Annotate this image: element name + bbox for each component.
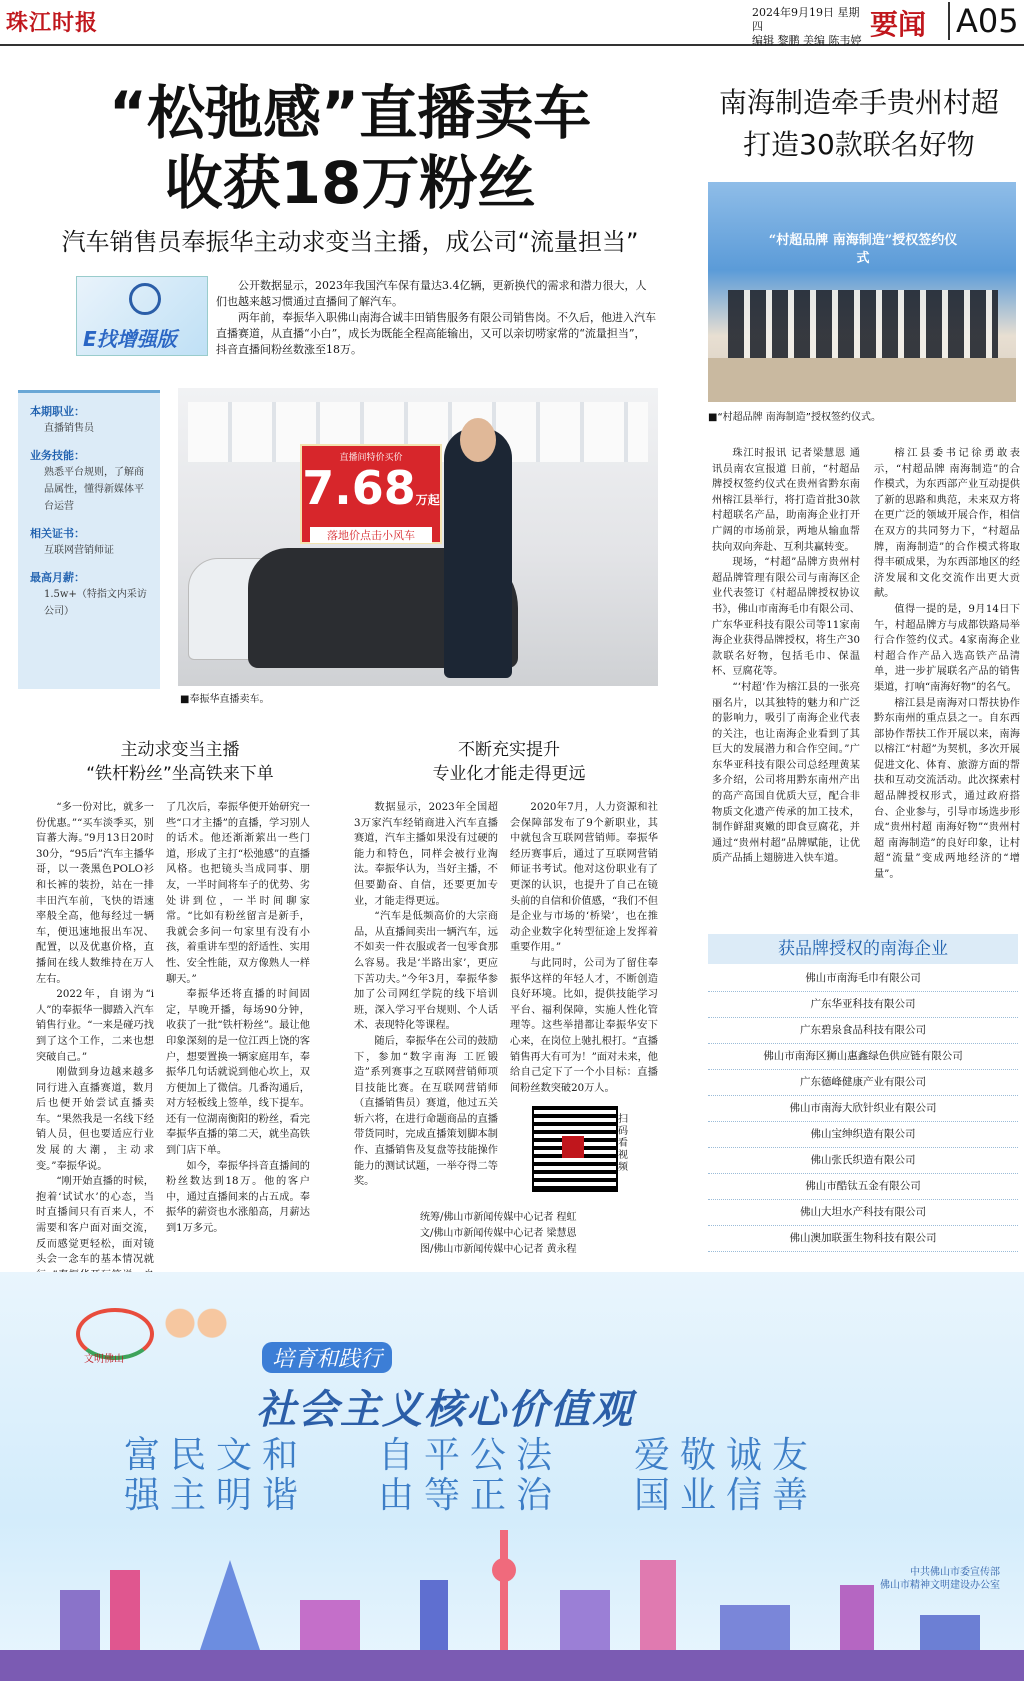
section-heading-2: [364, 738, 654, 786]
price-slogan: 落地价点击小风车: [310, 527, 432, 543]
firm-item: 广东碧泉食品科技有限公司: [708, 1018, 1018, 1044]
paragraph: 随后，奉振华在公司的鼓励下，参加“数字南海 工匠锻造”系列赛事之互联网营销师项目技能比赛。在互联网营销师（直播销售员）赛道，他过五关斩六将，在进行命题商品的直播带货同时，完成直播策划脚本制作、直播销售及复盘等技能操作能力的测试试题，一举夺得二等奖。: [354, 1035, 498, 1188]
page-number: A05: [948, 2, 1019, 40]
skyline-building: [640, 1560, 676, 1650]
body-column-2: [166, 800, 310, 1240]
profile-key: 本期职业：: [30, 405, 85, 418]
section-heading-line: 不断充实提升: [458, 740, 560, 760]
paragraph: 数据显示，2023年全国超3万家汽车经销商进入汽车直播赛道，汽车主播如果没有过硬的能力和特色，同样会被行业淘汰。奉振华认为，当好主播，不但要勤奋、自信，还要更加专业，才能走得更远。: [354, 802, 498, 907]
headline-line-2: 收获18万粉丝: [164, 149, 536, 217]
values-row: 国业信善: [634, 1475, 819, 1516]
right-column-2: [874, 446, 1020, 926]
profile-item: [30, 403, 150, 437]
values-row: 由等正治: [378, 1475, 563, 1516]
civilization-logo-text: 文明佛山: [84, 1354, 124, 1365]
ceremony-people: [728, 290, 998, 360]
firm-item: 佛山宝绅织造有限公司: [708, 1122, 1018, 1148]
paragraph: 榕江县委书记徐勇敢表示，“村超品牌 南海制造”的合作模式，为东西部产业互动提供了新的思路和典范，未来双方将在更广泛的领域开展合作，相信在双方的共同努力下，“村超品牌，南海制造”的合作模式将取得丰硕成果，为东西部地区的经济发展和文化交流作出更大贡献。: [874, 448, 1020, 600]
firms-list: [708, 966, 1018, 1252]
intro-paragraph: 两年前，奉振华入职佛山南海合诚丰田销售服务有限公司销售岗。不久后，他进入汽车直播赛道，从直播“小白”，成长为既能全程高能输出，又可以亲切唠家常的“流量担当”，抖音直播间粉丝数涨至18万。: [216, 311, 656, 356]
organizer-line: 佛山市精神文明建设办公室: [880, 1580, 1000, 1591]
ad-organizer: [780, 1566, 1000, 1592]
profile-item: [30, 525, 150, 559]
skyline-building: [840, 1585, 874, 1650]
firm-item: 佛山市酷钛五金有限公司: [708, 1174, 1018, 1200]
profile-key: 相关证书：: [30, 527, 85, 540]
kids-mascot-icon: [156, 1300, 236, 1358]
skyline-building: [60, 1590, 100, 1650]
paragraph: “刚开始直播的时候，抱着‘试试水’的心态，当时直播间只有百来人，不需要和客户面对面交流，反而感觉更轻松，面对镜头会一念车的基本情况就: [36, 1176, 154, 1266]
firm-item: 佛山市南海毛巾有限公司: [708, 966, 1018, 992]
profile-item: [30, 569, 150, 620]
values-row: 爱敬诚友: [634, 1435, 819, 1476]
profile-value: 熟悉平台规则，了解商品属性，懂得新媒体平台运营: [44, 467, 144, 512]
section-heading-line: 专业化才能走得更远: [432, 764, 586, 784]
skyline-building: [200, 1560, 260, 1650]
price-unit: 万起: [415, 493, 440, 507]
seal-icon: [129, 283, 161, 315]
price-board-label: 直播间特价买价: [339, 453, 403, 463]
body-column-1: [36, 800, 154, 1266]
body-column-4: [510, 800, 658, 1112]
paragraph: “多一份对比，就多一份优惠。”“买车淡季买，别盲蕃大海。”9月13日20时30分，“95后”汽车主播华哥，以一袭黑色POLO衫和长裤的装扮，站在一排丰田汽车前，飞快的语速率般全高，他每经过一辆车，便迅速地报出车况、配置，以及优惠价格，直播间在线人数维持在万人左右。: [36, 802, 154, 985]
credit-line: 统筹/佛山市新闻传媒中心记者 程虹: [420, 1212, 577, 1223]
section-heading-1: [40, 738, 320, 786]
right-headline: [700, 82, 1018, 166]
host-head: [460, 418, 496, 462]
headline-line-1: “松弛感”直播卖车: [108, 79, 592, 147]
paragraph: 刚做到身边越来越多同行进入直播赛道，数月后也便开始尝试直播卖车。“果然我是一名线下经销人员，但也要适应行业发展的大潮，主动求变。”奉振华说。: [36, 1067, 154, 1172]
organizer-line: 中共佛山市委宣传部: [910, 1567, 1000, 1578]
firm-item: 佛山市南海区狮山惠鑫绿色供应链有限公司: [708, 1044, 1018, 1070]
city-skyline: [0, 1530, 1024, 1681]
paragraph: “汽车是低频高价的大宗商品，从直播间卖出一辆汽车，远不如卖一件衣服或者一包零食那么容易。我是‘半路出家’，更应下苦功夫。”今年3月，奉振华参加了公司网红学院的线下培训班，深入学习平台规则、个人话术、表现特化等课程。: [354, 911, 498, 1032]
firms-box-title: 获品牌授权的南海企业: [708, 934, 1018, 964]
body-column-3: [354, 800, 498, 1188]
profile-value: 1.5w+（特指文内采访公司）: [44, 589, 147, 617]
section-name: 要闻: [870, 8, 927, 41]
skyline-tower-ball: [492, 1558, 516, 1582]
paragraph: 值得一提的是，9月14日下午，村超品牌方与成都铁路局举行合作签约仪式。4家南海企业村超合作产品入选高铁产品清单，进一步扩展联名产品的销售渠道，打响“南海好物”的名气。: [874, 603, 1020, 693]
ceremony-banner: “村超品牌 南海制造”授权签约仪式: [768, 233, 958, 266]
paragraph: “‘村超’作为榕江县的一张亮丽名片，以其独特的魅力和广泛的影响力，吸引了南海企业代表的关注，也让南海企业看到了其巨大的发展潜力和合作空间。”广东华亚科技有限公司总经理黄某多介绍，公司将用黔东南州产出的高产高国自优质大豆，配合非物质文化遗产传承的加工技术，制作鲜甜爽嫩的即食豆腐花，并通过“贵州村超”品牌赋能，让优质产品插上翅膀进入快车道。: [712, 681, 860, 865]
firm-item: 广东华亚科技有限公司: [708, 992, 1018, 1018]
skyline-building: [720, 1605, 790, 1650]
editor-credits: 编辑 黎鹏 美编 陈韦婷: [752, 34, 862, 47]
profile-item: [30, 447, 150, 515]
paragraph: 珠江时报讯 记者梁慧恩 通讯员南农宣报道 日前，“村超品牌授权签约仪式在贵州省黔东南州榕江县举行，将打造首批30款村超联名产品，助南海企业打开广阔的市场前景，两地从输血帮扶向双向奔赴、互利共赢转变。: [712, 448, 860, 553]
price-value: [302, 463, 440, 525]
column-logo: [76, 276, 208, 356]
values-row: 富民文和: [124, 1435, 309, 1476]
firm-item: 佛山澳加联蛋生物科技有限公司: [708, 1226, 1018, 1252]
qr-code[interactable]: [532, 1106, 618, 1192]
ceremony-table: [708, 358, 1016, 402]
profile-value: 直播销售员: [44, 423, 94, 434]
paragraph: 榕江县是南海对口帮扶协作黔东南州的重点县之一。自东西部协作帮扶工作开展以来，南海以榕江“村超”为契机，多次开展促进文化、体育、旅游方面的帮扶和互动交流活动。此次探索村超品牌授权形式，通过政府搭台、企业参与，引导市场选步形成“贵州村超 南海好物”“贵州村超 南海制造”的良好印象，让村超“流量”变成两地经济的“增量”。: [874, 697, 1020, 881]
firm-item: 广东德峰健康产业有限公司: [708, 1070, 1018, 1096]
ad-tagline: 培育和践行: [262, 1342, 392, 1373]
section-heading-line: “铁杆粉丝”坐高铁来下单: [86, 764, 274, 784]
firm-item: 佛山市南海大欣针织业有限公司: [708, 1096, 1018, 1122]
host-figure: [444, 428, 512, 678]
job-profile-box: [18, 390, 160, 689]
paragraph: 2020年7月，人力资源和社会保障部发布了9个新职业，其中就包含互联网营销师。奉振华经历赛事后，通过了互联网营销师证书考试。他对这份职业有了更深的认识，也提升了自己在镜头前的自信和价值感，“我们不但是企业与市场的‘桥梁’，也在推动企业数字化转型征途上发挥着重要作用。”: [510, 802, 658, 954]
firm-item: 佛山张氏织造有限公司: [708, 1148, 1018, 1174]
price-number: 7.68: [302, 461, 416, 515]
paragraph: 现场，“村超”品牌方贵州村超品牌管理有限公司与南海区企业代表签订《村超品牌授权协议书》，佛山市南海毛巾有限公司、广东华亚科技有限公司等11家南海企业获得品牌授权，将生产30款联名好物，包括毛巾、保温杯、豆腐花等。: [712, 557, 860, 678]
values-row: 自平公法: [378, 1435, 563, 1476]
paragraph: 与此同时，公司为了留住奉振华这样的年轻人才，不断创造良好环境。比如，提供技能学习平台、福利保障，实施人性化管理等。这些举措都让奉振华安下心来，在岗位上驰扎根打。“直播销售再大有可为！”面对未来，他给自己定下了一个小目标：直播间粉丝数突破20万人。: [510, 957, 658, 1094]
section-heading-line: 主动求变当主播: [120, 740, 240, 760]
skyline-building: [420, 1580, 448, 1650]
firm-item: 佛山大坦水产科技有限公司: [708, 1200, 1018, 1226]
article-credits: [420, 1210, 660, 1258]
skyline-building: [110, 1570, 140, 1650]
lead-subhead: 汽车销售员奉振华主动求变当主播，成公司“流量担当”: [61, 228, 639, 256]
qr-label: 扫码看视频: [618, 1114, 628, 1173]
lead-intro: [216, 278, 656, 358]
column-logo-text: E找增强版: [83, 327, 177, 351]
intro-paragraph: 公开数据显示，2023年我国汽车保有量达3.4亿辆，更新换代的需求和潜力很大，人们也越来越习惯通过直播间了解汽车。: [216, 279, 647, 308]
paragraph: 2022年，自诩为“i人”的奉振华一脚踏入汽车销售行业。“一来是碰巧找到了这个工作，二来也想突破自己。”: [36, 989, 154, 1063]
newspaper-logo: 珠江时报: [6, 10, 99, 36]
issue-date: 2024年9月19日 星期四: [752, 6, 860, 33]
skyline-tower: [500, 1530, 508, 1650]
right-column-1: [712, 446, 860, 926]
price-board: [300, 444, 442, 544]
lead-headline: [40, 78, 660, 218]
paragraph: 了几次后，奉振华便开始研究一些“口才主播”的直播，学习别人的话术。他还渐渐萦出一些门道，形成了主打“松弛感”的直播风格。也把镜头当成同事、朋友，一半时间将车子的优势、劣处讲到位，一半时间聊家常。“比如有粉丝留言是新手，我就会多问一句家里有没有小孩，着重讲车型的舒适性、实用性、安全性能，双方像熟人一样聊天。”: [166, 802, 310, 985]
photo-caption: ■奉振华直播卖车。: [180, 694, 270, 705]
credit-line: 文/佛山市新闻传媒中心记者 梁慧恩: [420, 1228, 577, 1239]
values-row: 强主明谐: [124, 1475, 309, 1516]
ad-title: 社会主义核心价值观: [256, 1387, 634, 1433]
credit-line: 图/佛山市新闻传媒中心记者 黄永程: [420, 1244, 577, 1255]
profile-key: 业务技能：: [30, 449, 85, 462]
paragraph: 奉振华还将直播的时间固定，早晚开播，每场90分钟，收获了一批“铁杆粉丝”。最让他印象深刻的是一位江西上饶的客户，想要置换一辆家庭用车，奉振华几句话就说到他心坎上，双方便加上了微信。几番沟通后，对方轻板线上签单，线下提车。还有一位湖南衡阳的粉丝，看完奉振华直播的第二天，就坐高铁到门店下单。: [166, 989, 310, 1157]
right-headline-line: 打造30款联名好物: [743, 128, 975, 161]
right-photo-caption: ■“村超品牌 南海制造”授权签约仪式。: [708, 412, 881, 423]
right-headline-line: 南海制造牵手贵州村超: [718, 86, 999, 119]
dateline: [752, 6, 862, 48]
skyline-base: [0, 1650, 1024, 1681]
profile-value: 互联网营销师证: [44, 545, 114, 556]
skyline-building: [560, 1590, 610, 1650]
skyline-building: [920, 1615, 980, 1650]
profile-key: 最高月薪：: [30, 571, 85, 584]
skyline-building: [300, 1600, 360, 1650]
signing-ceremony-photo: [708, 182, 1016, 402]
paragraph: 如今，奉振华抖音直播间的粉丝数达到18万。他的客户中，通过直播间来的占五成。奉振华的薪资也水涨船高，月薪达到1万多元。: [166, 1160, 310, 1235]
